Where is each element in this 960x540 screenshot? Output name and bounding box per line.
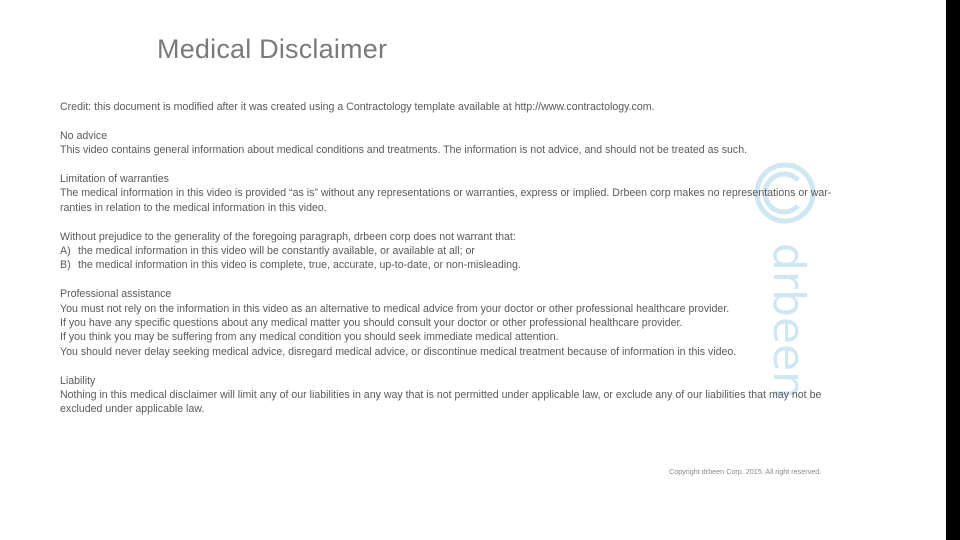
section-heading: Liability: [60, 374, 96, 387]
section-text-line: excluded under applicable law.: [60, 403, 205, 416]
list-item: [60, 244, 886, 258]
page-title: Medical Disclaimer: [157, 34, 388, 64]
list-item: [60, 258, 886, 272]
credit-text: Credit: this document is modified after it was created using a Contractology template available at http://www.contractology.com.: [60, 101, 655, 113]
section-text-line: The medical information in this video is provided “as is” without any representations or warranties, express or implied. Drbeen corp makes no representations or war-: [60, 187, 832, 200]
section-heading: Professional assistance: [60, 288, 172, 301]
list-marker: B): [60, 259, 71, 272]
copyright-notice: Copyright drbeen Corp. 2015. All right reserved.: [669, 467, 822, 476]
watermark-text: drbeen: [763, 243, 814, 399]
section-professional: [60, 287, 886, 359]
section-text-line: If you have any specific questions about any medical matter you should consult your doctor or other professional healthcare provider.: [60, 317, 683, 330]
section-no-advice: [60, 129, 886, 158]
list-text: the medical information in this video will be constantly available, or available at all; or: [78, 245, 475, 258]
section-intro: Without prejudice to the generality of the foregoing paragraph, drbeen corp does not warrant that:: [60, 230, 516, 243]
section-text-line: You must not rely on the information in this video as an alternative to medical advice from your doctor or other professional healthcare provider.: [60, 302, 730, 315]
section-text-line: Nothing in this medical disclaimer will limit any of our liabilities in any way that is not permitted under applicable law, or exclude any of our liabilities that may not be: [60, 389, 822, 402]
section-text-line: You should never delay seeking medical advice, disregard medical advice, or discontinue medical treatment because of information in this video.: [60, 345, 737, 358]
section-text-line: If you think you may be suffering from any medical condition you should seek immediate medical attention.: [60, 331, 559, 344]
list-marker: A): [60, 245, 71, 258]
section-text: This video contains general information about medical conditions and treatments. The information is not advice, and should not be treated as such.: [60, 144, 748, 157]
section-prejudice: [60, 230, 886, 273]
list-text: the medical information in this video is complete, true, accurate, up-to-date, or non-misleading.: [78, 259, 521, 272]
section-warranties: [60, 172, 886, 215]
section-text-line: ranties in relation to the medical information in this video.: [60, 201, 327, 214]
section-heading: No advice: [60, 129, 108, 142]
section-liability: [60, 374, 886, 417]
disclaimer-body: [60, 100, 886, 417]
section-heading: Limitation of warranties: [60, 173, 169, 185]
